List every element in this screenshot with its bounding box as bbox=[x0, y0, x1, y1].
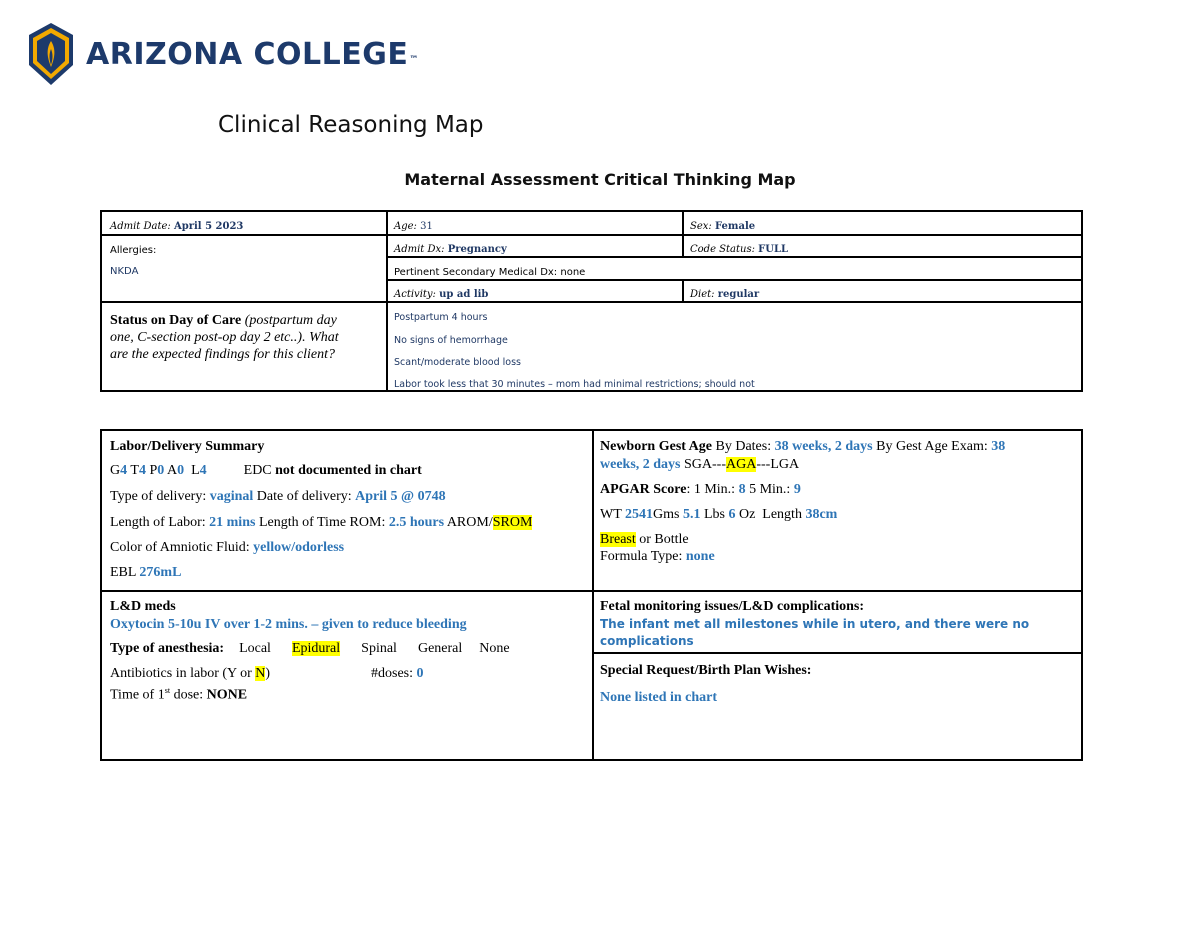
a-label: A bbox=[164, 463, 178, 478]
sex-field bbox=[690, 221, 755, 232]
anesthesia-spinal: Spinal bbox=[361, 641, 397, 656]
fetal-text-2: complications bbox=[600, 634, 694, 648]
first-dose-label: Time of 1 bbox=[110, 687, 165, 703]
weight-grams: 2541 bbox=[625, 507, 654, 522]
oxytocin-text: Oxytocin 5-10u IV over 1-2 mins. – given to reduce bleeding bbox=[110, 617, 467, 632]
logo-trademark: ™ bbox=[409, 55, 419, 65]
formula-row bbox=[600, 549, 715, 565]
weight-label: WT bbox=[600, 507, 622, 522]
anesthesia-general: General bbox=[417, 641, 463, 656]
weight-oz: 6 bbox=[728, 507, 736, 522]
fetal-heading: Fetal monitoring issues/L&D complications: bbox=[600, 599, 865, 614]
status-prompt-1: (postpartum day bbox=[241, 313, 337, 328]
lbs-label: Lbs bbox=[703, 507, 725, 522]
gest-class-row bbox=[600, 457, 799, 473]
fluid-label: Color of Amniotic Fluid: bbox=[110, 540, 250, 555]
antibiotics-label: Antibiotics in labor (Y or bbox=[110, 666, 256, 681]
first-dose-row bbox=[110, 683, 247, 704]
by-exam-label: By Gest Age Exam: bbox=[876, 439, 988, 454]
delivery-type-value: vaginal bbox=[209, 489, 254, 504]
anesthesia-local: Local bbox=[239, 641, 271, 656]
labor-length-label: Length of Labor: bbox=[110, 515, 206, 530]
p-value: 0 bbox=[157, 463, 165, 478]
oz-length-label: Oz Length bbox=[738, 507, 802, 522]
gest-age-row bbox=[600, 439, 1005, 455]
admit-dx-label: Admit Dx: bbox=[394, 244, 445, 255]
delivery-summary-table bbox=[100, 429, 1083, 761]
doses-label: #doses: bbox=[371, 666, 413, 681]
apgar-1min-label: : 1 Min.: bbox=[686, 482, 736, 497]
labor-heading: Labor/Delivery Summary bbox=[110, 439, 265, 454]
fluid-value: yellow/odorless bbox=[253, 540, 345, 555]
by-exam-value-cont: weeks, 2 days bbox=[600, 457, 681, 472]
by-dates-label: By Dates: bbox=[715, 439, 772, 454]
status-prompt-2: one, C-section post-op day 2 etc..). What bbox=[110, 330, 339, 345]
activity-field bbox=[394, 289, 488, 300]
antibiotics-no: N bbox=[255, 666, 266, 681]
first-dose-sup: st bbox=[164, 686, 171, 695]
special-text: None listed in chart bbox=[600, 690, 718, 705]
g-value: 4 bbox=[120, 463, 128, 478]
apgar-row bbox=[600, 482, 801, 498]
status-prompt bbox=[110, 312, 380, 363]
admit-dx-field bbox=[394, 244, 507, 255]
arizona-college-logo bbox=[26, 20, 418, 88]
by-dates-value: 38 weeks, 2 days bbox=[774, 439, 873, 454]
code-status-value: FULL bbox=[758, 244, 789, 255]
allergies-value: NKDA bbox=[110, 266, 139, 277]
admit-date-value: April 5 2023 bbox=[173, 221, 244, 232]
edc-value: not documented in chart bbox=[275, 463, 422, 478]
sex-value: Female bbox=[714, 221, 756, 232]
anesthesia-label: Type of anesthesia: bbox=[110, 641, 225, 656]
admit-date-field bbox=[110, 221, 243, 232]
delivery-date-value: April 5 @ 0748 bbox=[355, 489, 446, 504]
diet-value: regular bbox=[717, 289, 760, 300]
shield-logo-icon bbox=[26, 21, 76, 87]
page-subtitle: Maternal Assessment Critical Thinking Map bbox=[404, 170, 796, 189]
finding-item: Postpartum 4 hours bbox=[394, 312, 488, 323]
srom-option: SROM bbox=[492, 515, 533, 530]
ebl-row bbox=[110, 565, 181, 581]
status-heading: Status on Day of Care bbox=[110, 313, 242, 328]
rom-value: 2.5 hours bbox=[388, 515, 445, 530]
arom-option: AROM/ bbox=[446, 515, 493, 530]
length-value: 38cm bbox=[805, 507, 838, 522]
diet-field bbox=[690, 289, 759, 300]
page-title: Clinical Reasoning Map bbox=[218, 112, 484, 138]
apgar-5min-value: 9 bbox=[793, 482, 801, 497]
edc-label: EDC bbox=[243, 463, 272, 478]
g-label: G bbox=[110, 463, 121, 478]
ebl-value: 276mL bbox=[139, 565, 182, 580]
age-label: Age: bbox=[394, 221, 417, 232]
admit-dx-value: Pregnancy bbox=[447, 244, 507, 255]
sga-option: SGA--- bbox=[684, 457, 727, 472]
doses-field bbox=[371, 666, 424, 682]
weight-lbs: 5.1 bbox=[682, 507, 701, 522]
activity-label: Activity: bbox=[394, 289, 436, 300]
patient-info-table bbox=[100, 210, 1083, 392]
delivery-type-row bbox=[110, 489, 446, 505]
secondary-dx: Pertinent Secondary Medical Dx: none bbox=[394, 267, 586, 278]
by-exam-value: 38 bbox=[991, 439, 1006, 454]
finding-item: Scant/moderate blood loss bbox=[394, 357, 521, 368]
antibiotics-close: ) bbox=[265, 666, 271, 681]
finding-item: No signs of hemorrhage bbox=[394, 335, 508, 346]
anesthesia-epidural: Epidural bbox=[291, 641, 341, 656]
grams-label: Gms bbox=[653, 507, 680, 522]
anesthesia-none: None bbox=[479, 641, 510, 656]
admit-date-label: Admit Date: bbox=[110, 221, 171, 232]
apgar-label: APGAR Score bbox=[600, 482, 687, 497]
fetal-text-1: The infant met all milestones while in utero, and there were no bbox=[600, 617, 1030, 631]
sex-label: Sex: bbox=[690, 221, 712, 232]
activity-value: up ad lib bbox=[439, 289, 489, 300]
allergies-label: Allergies: bbox=[110, 245, 157, 256]
breast-option: Breast bbox=[600, 532, 636, 547]
diet-label: Diet: bbox=[690, 289, 715, 300]
feeding-row bbox=[600, 532, 689, 548]
antibiotics-row bbox=[110, 666, 270, 682]
rom-label: Length of Time ROM: bbox=[258, 515, 386, 530]
code-status-label: Code Status: bbox=[690, 244, 755, 255]
gest-age-label: Newborn Gest Age bbox=[600, 439, 712, 454]
formula-value: none bbox=[685, 549, 715, 564]
apgar-1min-value: 8 bbox=[738, 482, 746, 497]
age-value: 31 bbox=[420, 221, 433, 232]
logo-wordmark: ARIZONA COLLEGE bbox=[86, 36, 409, 72]
fluid-row bbox=[110, 540, 344, 556]
meds-heading: L&D meds bbox=[110, 599, 176, 614]
t-value: 4 bbox=[138, 463, 146, 478]
status-prompt-3: are the expected findings for this client? bbox=[110, 347, 335, 362]
formula-label: Formula Type: bbox=[600, 549, 683, 564]
ebl-label: EBL bbox=[110, 565, 136, 580]
finding-item: Labor took less that 30 minutes – mom had minimal restrictions; should not bbox=[394, 379, 755, 390]
first-dose-label-2: dose: bbox=[170, 687, 204, 703]
first-dose-value: NONE bbox=[206, 687, 248, 703]
delivery-type-label: Type of delivery: bbox=[110, 489, 207, 504]
l-value: 4 bbox=[199, 463, 207, 478]
anesthesia-row bbox=[110, 641, 510, 657]
labor-length-row bbox=[110, 515, 532, 531]
aga-option: AGA bbox=[726, 457, 757, 472]
l-label: L bbox=[184, 463, 200, 478]
t-label: T bbox=[127, 463, 139, 478]
special-heading: Special Request/Birth Plan Wishes: bbox=[600, 663, 812, 678]
labor-length-value: 21 mins bbox=[209, 515, 256, 530]
gtpal-row bbox=[110, 463, 422, 479]
age-field bbox=[394, 221, 433, 232]
lga-option: ---LGA bbox=[756, 457, 800, 472]
delivery-date-label: Date of delivery: bbox=[256, 489, 352, 504]
doses-value: 0 bbox=[416, 666, 424, 681]
apgar-5min-label: 5 Min.: bbox=[749, 482, 791, 497]
a-value: 0 bbox=[177, 463, 185, 478]
bottle-option: or Bottle bbox=[635, 532, 689, 547]
p-label: P bbox=[145, 463, 158, 478]
weight-row bbox=[600, 507, 837, 523]
code-status-field bbox=[690, 244, 788, 255]
